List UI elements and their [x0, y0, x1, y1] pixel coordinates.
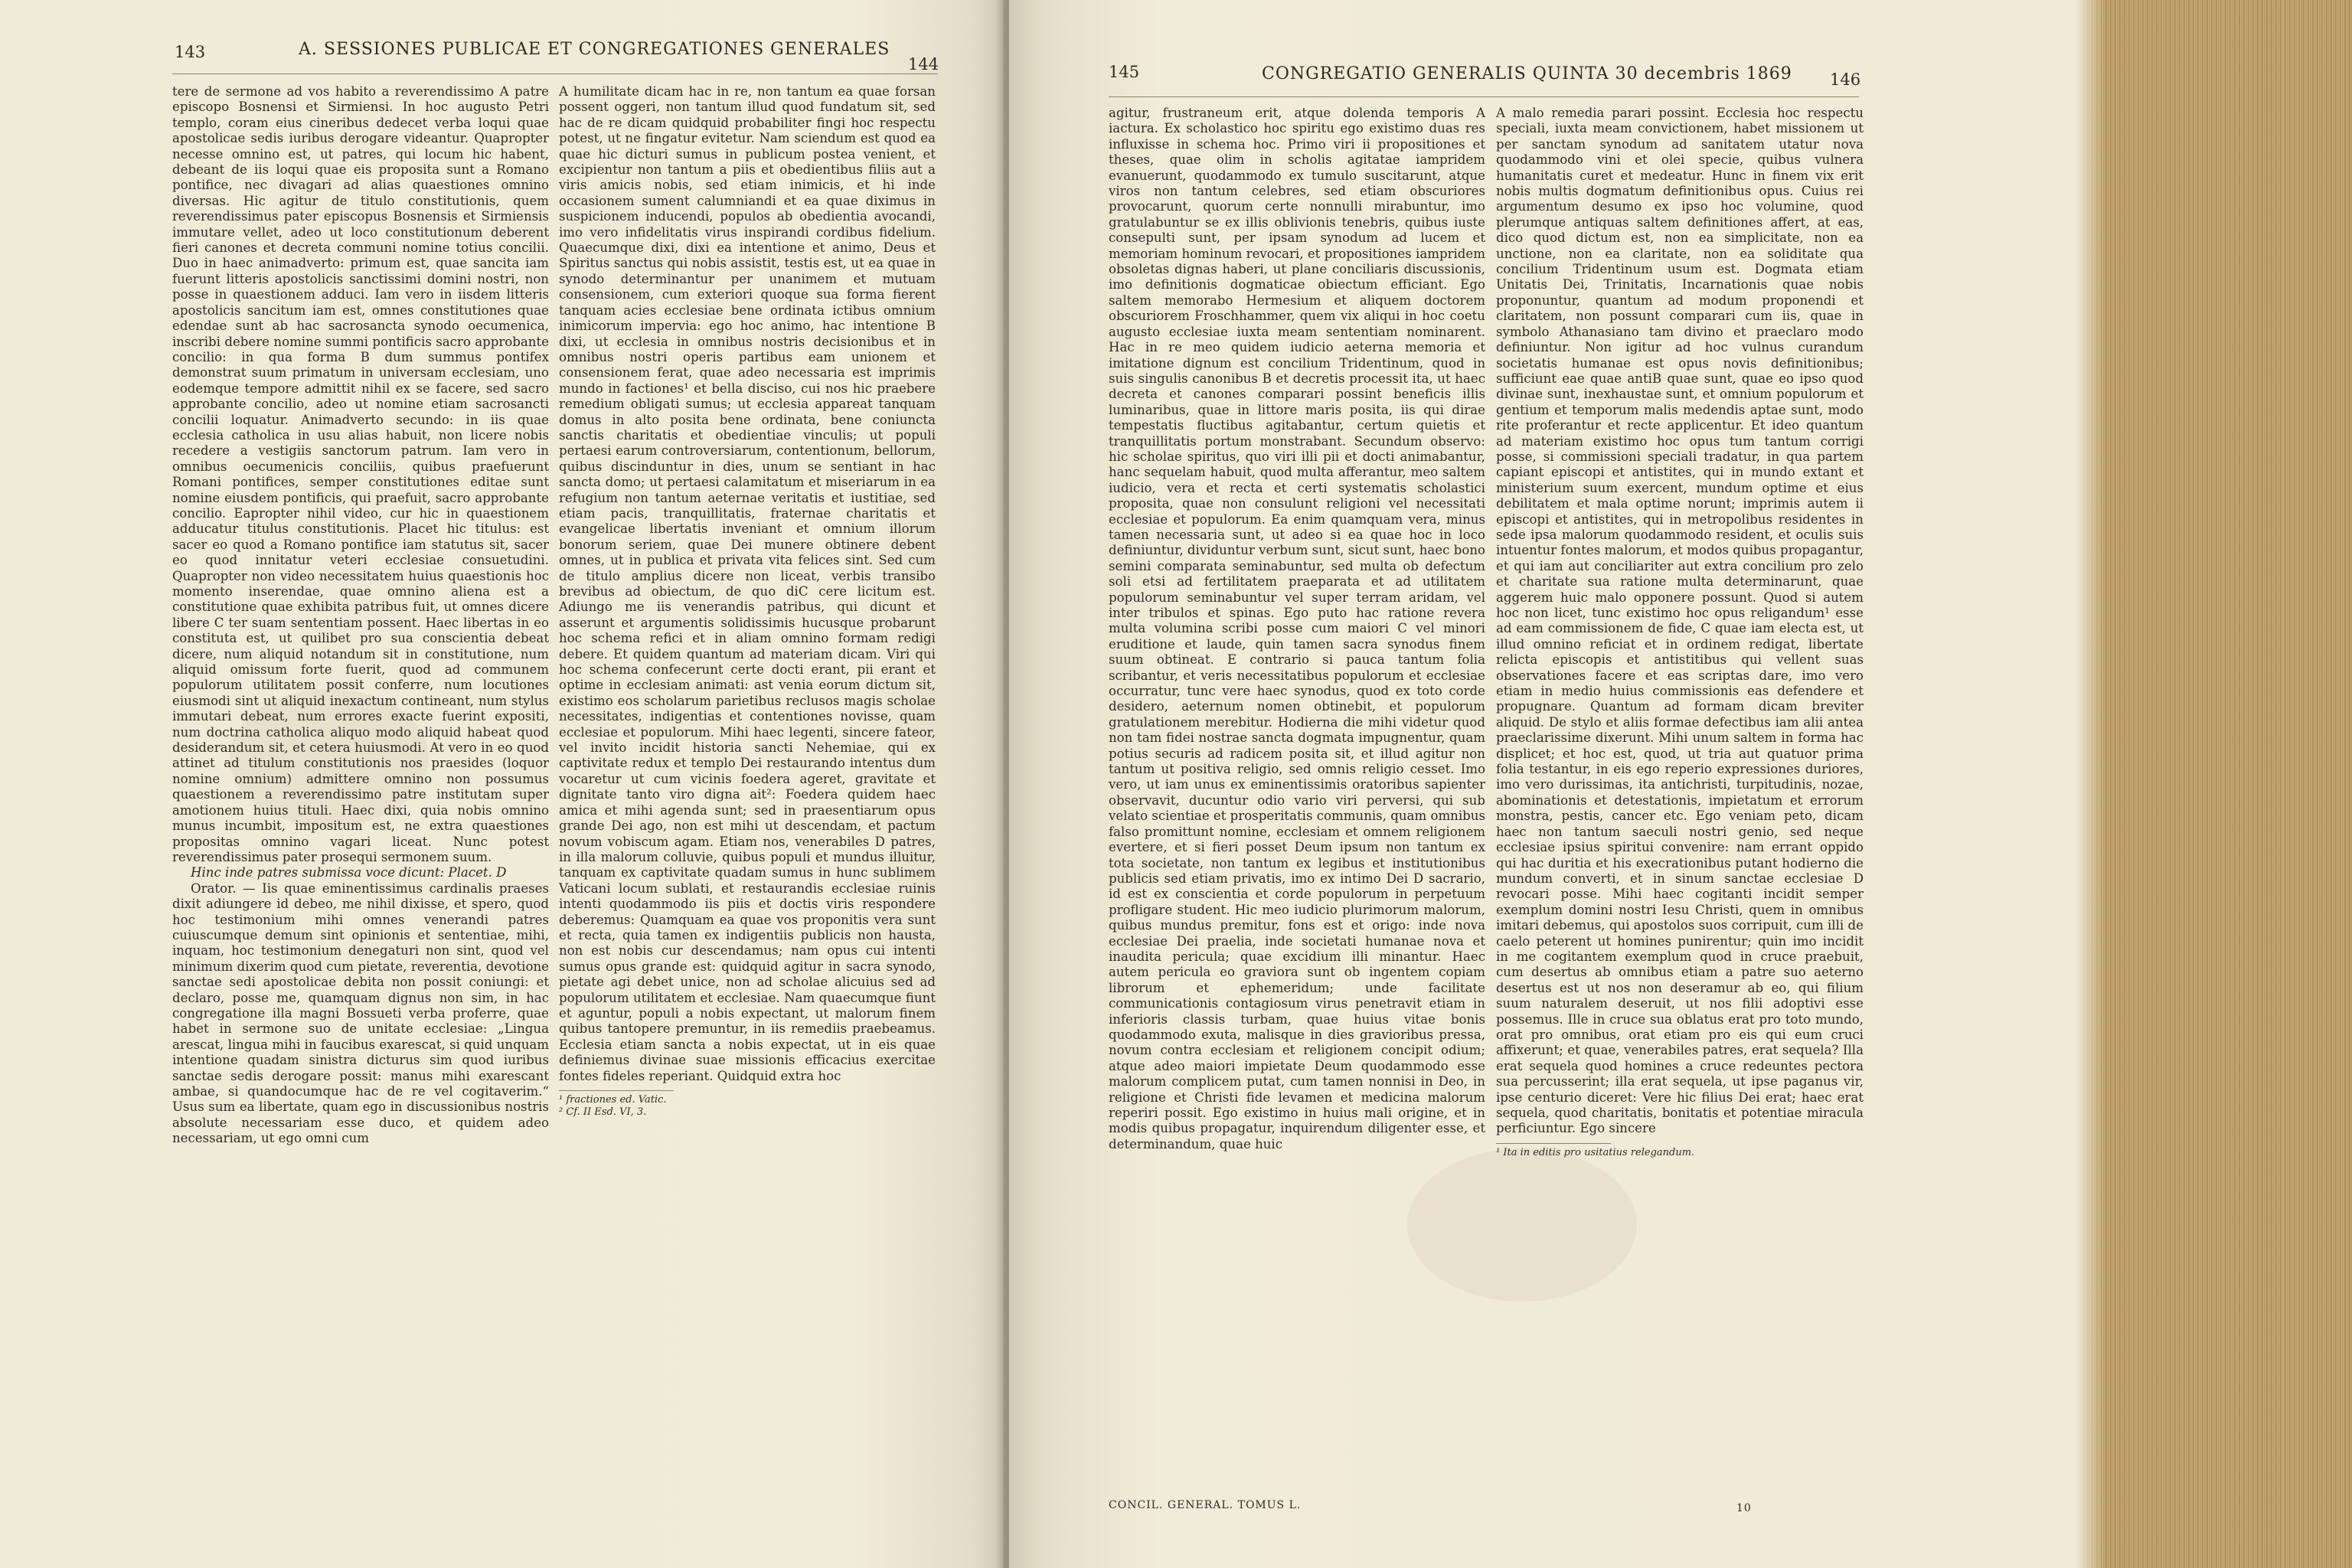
body-text: agitur, frustraneum erit, atque dolenda temporis A iactura. Ex scholastico hoc spiritu ego existimo duas res influxisse in schema hoc. Primo viri ii propositiones et theses, quae olim in scholis agitatae iampridem evanuerunt, quodammodo ex tumulo suscitarunt, atque viros non tantum celebres, sed etiam obscuriores provocarunt, quorum certe nonnulli mirabuntur, imo gratulabuntur se ex illis oblivionis tenebris, quibus iuste consepulti sunt, per ipsam synodum ad lucem et memoriam hominum revocari, et propositiones iampridem obsoletas dignas haberi, ut plane conciliaris discussionis, imo definitionis dogmaticae obiectum efficiant. Ego saltem memorabo Hermesium et aliquem doctorem obscuriorem Froschhammer, quem vix aliqui in hoc coetu augusto ecclesiae iuxta meam sententiam nominarent. Hac in re meo quidem iudicio aeterna memoria et imitatione dignum est concilium Tridentinum, quod in suis singulis canonibus B et decretis processit ita, ut haec decreta et canones comparari possint beneficis illis luminaribus, quae in littore maris posita, iis qui dirae tempestatis fluctibus agitabantur, certum quietis et tranquillitatis portum monstrabant. Secundum observo: hic scholae spiritus, quo viri illi pii et docti animabantur, hanc sequelam habuit, quod multa afferantur, meo saltem iudicio, vera et recta et certi systematis scholastici proposita, quae non consulunt religioni vel necessitati ecclesiae et populorum. Ea enim quamquam vera, minus tamen necessaria sunt, ut adeo si ea quae hoc in loco definiuntur, dividuntur verbum sunt, sicut sunt, haec bono semini comparata seminabuntur, sed multa ob defectum soli etsi ad fertilitatem praeparata et ad utilitatem populorum seminabuntur vel super terram aridam, vel inter tribulos et spinas. Ego puto hac ratione revera multa volumina scribi posse cum maiori C vel minori eruditione et laude, quin tamen sacra synodus finem suum obtineat. E contrario si pauca tantum folia scribantur, et veris necessitatibus populorum et ecclesiae occurratur, tunc vere haec synodus, quod ex toto corde desidero, aeternum nomen obtinebit, et populorum gratulationem merebitur. Hodierna die mihi videtur quod non tam fidei nostrae sancta dogmata impugnentur, quam potius securis ad radicem posita sit, et illud agitur non tantum ut positiva religio, sed omnis religio cesset. Imo vero, ut iam unus ex eminentissimis oratoribus sapienter observavit, ducuntur odio vario viri perversi, qui sub velato scientiae et prosperitatis communis, quam omnibus falso promittunt nomine, ecclesiam et omnem religionem evertere, et si fieri posset Deum ipsum non tantum ex tota societate, non tantum ex legibus et institutionibus publicis sed etiam privatis, imo ex intimo Dei D sacrario, id est ex conscientia et corde populorum in perpetuum profligare student. Hic meo iudicio plurimorum malorum, quibus mundus premitur, fons est et origo: inde nova ecclesiae Dei praelia, inde societati humanae nova et inaudita pericula; quae excidium illi minantur. Haec autem pericula eo graviora sunt ob ingentem copiam librorum et ephemeridum; unde facilitate communicationis contagiosum virus penetravit etiam in inferioris classis turbam, quae huius vitae bonis quodammodo exuta, malisque in dies gravioribus pressa, novum contra ecclesiam et religionem concipit odium; atque adeo maiori impietate Deum quodammodo esse malorum complicem putat, cum tamen nonnisi in Deo, in religione et Christi fide levamen et medicina malorum reperiri possit. Ego existimo in huius mali origine, et in modis quibus propagatur, inquirendum diligenter esse, et determinandum, quae huic [1109, 106, 1485, 1152]
page-number: 143 [175, 43, 206, 61]
page-edges [2076, 0, 2352, 1568]
footnote: ¹ fractiones ed. Vatic. [559, 1094, 667, 1106]
body-text: Orator. — Iis quae eminentissimus cardinalis praeses dixit adiungere id debeo, me nihil dixisse, et spero, quod hoc testimonium mihi omnes venerandi patres cuiuscumque demum sint opinionis et sententiae, mihi, inquam, hoc testimonium denegaturi non sint, quod vel minimum dixerim quod cum pietate, reverentia, devotione sanctae sedi apostolicae debita non possit coniungi: et declaro, posse me, quamquam dignus non sim, in hac congregatione illa magni Bossueti verba proferre, quae habet in sermone suo de unitate ecclesiae: „Lingua arescat, lingua mihi in faucibus exarescat, si quid unquam intentione quadam sinistra dicturus sim quod iuribus sanctae sedis derogare possit: manus mihi exarescant ambae, si quandocumque hac de re vel cogitaverim.“ Usus sum ea libertate, quam ego in discussionibus nostris absolute necessariam esse duco, et quidem adeo necessariam, ut ego omni cum [172, 880, 549, 1146]
page-number: 144 [908, 55, 939, 74]
right-page [1009, 0, 2076, 1568]
signature-number: 10 [1736, 1502, 1752, 1514]
body-text: A malo remedia parari possint. Ecclesia hoc respectu speciali, iuxta meam convictionem, habet missionem ut per sanctam synodum ad sanitatem utatur nova quodammodo vini et olei specie, quibus vulnera humanitatis curet et medeatur. Hunc in finem vix erit nobis multis dogmatum definitionibus opus. Cuius rei argumentum desumo ex ipso hoc volumine, quod plerumque antiquas saltem definitiones affert, at eas, dico quod dictum est, non ea simplicitate, non ea unctione, non ea claritate, non ea soliditate qua concilium Tridentinum usum est. Dogmata etiam Unitatis Dei, Trinitatis, Incarnationis quae nobis proponuntur, quantum ad modum proponendi et claritatem, non possunt comparari cum iis, quae in symbolo Athanasiano tam divino et praeclaro modo definiuntur. Non igitur ad hoc vulnus curandum societatis humanae est opus novis definitionibus; sufficiunt eae quae antiB quae sunt, quae eo ipso quod divinae sunt, inexhaustae sunt, et omnium populorum et gentium et temporum malis medendis aptae sunt, modo rite proferantur et recte applicentur. Et ideo quantum ad materiam existimo hoc opus tum tantum corrigi posse, si commissioni speciali tradatur, in qua partem capiant episcopi et antistites, qui in mundo extant et ministerium suum exercent, mundum optime et eius debilitatem et mala optime norunt; imprimis autem ii episcopi et antistites, qui in metropolibus residentes in sede ipsa malorum quodammodo resident, et oculis suis intuentur fontes malorum, et modos quibus propagantur, et qui iam aut conciliariter aut extra concilium pro zelo et charitate sua ratione multa determinarunt, quae aggerem huic malo opponere possunt. Quod si autem hoc non licet, tunc existimo hoc opus religandum¹ esse ad eam commissionem de fide, C quae iam electa est, ut illud omnino reficiat et in ordinem redigat, libertate relicta episcopis et antistitibus qui vellent suas observationes facere et eas scriptas dare, imo vero etiam in medio huius commissionis eas defendere et propugnare. Quantum ad formam dicam breviter aliquid. De stylo et aliis formae defectibus iam alii antea praeclarissime dixerunt. Mihi unum saltem in forma hac displicet; et hoc est, quod, ut tria aut quatuor prima folia testantur, in eis ego reperio expressiones duriores, imo vero durissimas, ita antichristi, turpitudinis, nozae, abominationis et detestationis, impietatum et errorum monstra, pestis, cancer etc. Ego veniam peto, dicam haec non tantum saeculi nostri genio, sed neque ecclesiae ipsius spiritui convenire: nam errant oppido qui hac duritia et his execrationibus putant hodierno die mundum converti, et in sinum sanctae ecclesiae D revocari posse. Mihi haec cogitanti incidit semper exemplum domini nostri Iesu Christi, quem in omnibus imitari debemus, qui apostolos suos corripuit, cum illi de caelo peterent ut homines punirentur; quin imo incidit in me cogitantem exemplum quod in cruce praebuit, cum desertus ab omnibus etiam a patre suo aeterno desertus est ut nos non deseramur ab eo, qui filium suum naturalem deseruit, ut nos filii adoptivi esse possemus. Ille in cruce sua oblatus erat pro toto mundo, orat pro omnibus, orat etiam pro eis qui eum cruci affixerunt; et quae, venerabiles patres, erat sequela? Illa erat sequela quod homines a cruce redeuntes pectora sua percusserint; illa erat sequela, ut ipse paganus vir, ipse centurio diceret: Vere hic filius Dei erat; haec erat sequela, quod charitatis, bonitatis et potentiae miracula perficiuntur. Ego sincere [1496, 106, 1864, 1136]
body-text: A humilitate dicam hac in re, non tantum ea quae forsan possent oggeri, non tantum illud quod fundatum sit, sed hac de re dicam quidquid probabiliter fingi hoc respectu potest, ut ne fingatur evitetur. Nam sciendum est quod ea quae hic dicturi sumus in publicum postea venient, et excipientur non tantum a piis et obedientibus filiis aut a viris amicis nobis, sed etiam inimicis, et hi inde occasionem sument calumniandi et ea quae diximus in suspicionem inducendi, populos ab obedientia avocandi, imo vero infidelitatis virus inspirandi cordibus fidelium. Quaecumque dixi, dixi ea intentione et animo, Deus et Spiritus sanctus qui nobis assistit, testis est, ut ea quae in synodo determinantur per unanimem et mutuam consensionem, cum exteriori quoque sua forma fierent tanquam acies ecclesiae bene ordinata ictibus omnium inimicorum impervia: ego hoc animo, hac intentione B dixi, ut ecclesia in omnibus nostris decisionibus et in omnibus nostri operis partibus eam unionem et consensionem ferat, quae adeo necessaria est imprimis mundo in factiones¹ et bella disciso, cui nos hic praebere remedium obligati sumus; ut ecclesia appareat tanquam domus in alto posita bene ordinata, bene coniuncta sanctis charitatis et obedientiae vinculis; ut populi pertaesi earum controversiarum, contentionum, bellorum, quibus discinduntur in dies, unum se sentiant in hac sancta domo; ut pertaesi calamitatum et miseriarum in ea refugium non tantum aeternae veritatis et iustitiae, sed etiam pacis, tranquillitatis, fraternae charitatis et evangelicae libertatis inveniant et omnium illorum bonorum seriem, quae Dei munere obtinere debent omnes, ut in publica et privata vita felices sint. Sed cum de titulo amplius dicere non liceat, verbis transibo brevibus ad obiectum, de quo diC cere licitum est. Adiungo me iis venerandis patribus, qui dicunt et asserunt et argumentis solidissimis hucusque probarunt hoc schema refici et in aliam omnino formam redigi debere. Et quidem quantum ad materiam dicam. Viri qui hoc schema confecerunt certe docti erant, pii erant et optime in ecclesiam animati: ast venia eorum dictum sit, existimo eos scholarum parietibus reclusos magis scholae necessitates, indigentias et contentiones novisse, quam ecclesiae et populorum. Mihi haec legenti, sincere fateor, vel invito incidit historia sancti Nehemiae, qui ex captivitate redux et templo Dei restaurando intentus dum vocaretur ut cum vicinis foedera ageret, gravitate et dignitate tanto viro digna ait²: Foedera quidem haec amica et mihi agenda sunt; sed in praesentiarum opus grande Dei ago, non est mihi ut descendam, et pactum novum vobiscum agam. Etiam nos, venerabiles D patres, in illa malorum colluvie, quibus populi et mundus illuitur, tanquam ex captivitate quadam sumus in hunc sublimem Vaticani locum sublati, et restaurandis ecclesiae ruinis intenti quodammodo iis piis et doctis viris respondere deberemus: Quamquam ea quae vos proponitis vera sunt et recta, quia tamen ex indigentiis publicis non hausta, non est nobis cur descendamus; nam opus cui intenti sumus opus grande est: quidquid agitur in sacra synodo, pietate agi debet unice, non ad scholae alicuius sed ad populorum utilitatem et ecclesiae. Nam quaecumque fiunt et aguntur, populi a nobis expectant, ut malorum finem quibus tantopere premuntur, in iis remediis praebeamus. Ecclesia etiam sancta a nobis expectat, ut in eis quae definiemus divinae suae missionis efficacius exercitae fontes fideles reperiant. Quidquid extra hoc [559, 84, 936, 1083]
text-column-a [1109, 106, 1485, 1491]
text-column-b [559, 84, 936, 1539]
header-rule [1109, 96, 1859, 97]
footnote-rule [1496, 1143, 1611, 1144]
footnote: ¹ Ita in editis pro usitatius relegandum. [1496, 1146, 1695, 1158]
running-head: A. SESSIONES PUBLICAE ET CONGREGATIONES GENERALES [299, 40, 890, 59]
page-number: 146 [1830, 70, 1861, 89]
italic-line: Hinc inde patres submissa voce dicunt: Placet. D [191, 865, 507, 880]
signature-mark: CONCIL. GENERAL. TOMUS L. [1109, 1499, 1302, 1511]
text-column-a [172, 84, 549, 1539]
text-column-b [1496, 106, 1864, 1484]
page-number: 145 [1109, 63, 1140, 81]
footnote-rule [559, 1090, 674, 1091]
footnote: ² Cf. II Esd. VI, 3. [559, 1106, 647, 1118]
running-head: CONGREGATIO GENERALIS QUINTA 30 decembris 1869 [1262, 64, 1792, 83]
left-page [0, 0, 1003, 1568]
body-text: tere de sermone ad vos habito a reverendissimo A patre episcopo Bosnensi et Sirmiensi. In hoc augusto Petri templo, coram eius cineribus dedecet verba loqui quae apostolicae sedis iuribus derogare videantur. Quapropter necesse omnino est, ut patres, qui locum hic habent, debeant de iis loqui quae eis proposita sunt a Romano pontifice, nec divagari ad alias quaestiones omnino diversas. Hic agitur de titulo constitutionis, quem reverendissimus pater episcopus Bosnensis et Sirmiensis immutare vellet, adeo ut loco constitutionum deberent fieri canones et decreta communi nomine totius concilii. Duo in haec animadverto: primum est, quae sancita iam fuerunt litteris apostolicis sanctissimi domini nostri, non posse in quaestionem adduci. Iam vero in iisdem litteris apostolicis sancitum iam est, omnes constitutiones quae edendae sunt ab hac sacrosancta synodo oecumenica, inscribi debere nomine summi pontificis sacro approbante concilio: in qua forma B dum summus pontifex demonstrat suum primatum in universam ecclesiam, uno eodemque tempore admittit nihil ex se facere, sed sacro approbante concilio, adeo ut nomine etiam sacrosancti concilii loquatur. Animadverto secundo: in iis quae ecclesia catholica in usu alias habuit, non licere nobis recedere a vestigiis sanctorum patrum. Iam vero in omnibus oecumenicis conciliis, quibus praefuerunt Romani pontifices, semper constitutiones editae sunt nomine eiusdem pontificis, qui praefuit, sacro approbante concilio. Eapropter nihil video, cur hic in quaestionem adducatur titulus constitutionis. Placet hic titulus: est sacer eo quod a Romano pontifice iam statutus sit, sacer eo quod innitatur veteri ecclesiae consuetudini. Quapropter non video necessitatem huius quaestionis hoc momento inserendae, quae omnino aliena est a constitutione quae exhibita patribus fuit, ut omnes dicere libere C ter suam sententiam possent. Haec libertas in eo constituta est, ut quilibet pro sua conscientia debeat dicere, num aliquid notandum sit in constitutione, num aliquid omissum forte fuerit, quod ad communem populorum utilitatem possit conferre, num locutiones eiusmodi sint ut aliquid inexactum contineant, num stylus immutari debeat, num errores exacte fuerint expositi, num doctrina catholica aliquo modo aliquid habeat quod desiderandum sit, et cetera huiusmodi. At vero in eo quod attinet ad titulum constitutionis nos praesides (loquor nomine omnium) admittere omnino non possumus quaestionem a reverendissimo patre institutam super amotionem huius tituli. Haec dixi, quia nobis omnino munus incumbit, impositum est, ne extra quaestiones propositas omnino vagari liceat. Nunc potest reverendissimus pater prosequi sermonem suum. [172, 84, 549, 864]
